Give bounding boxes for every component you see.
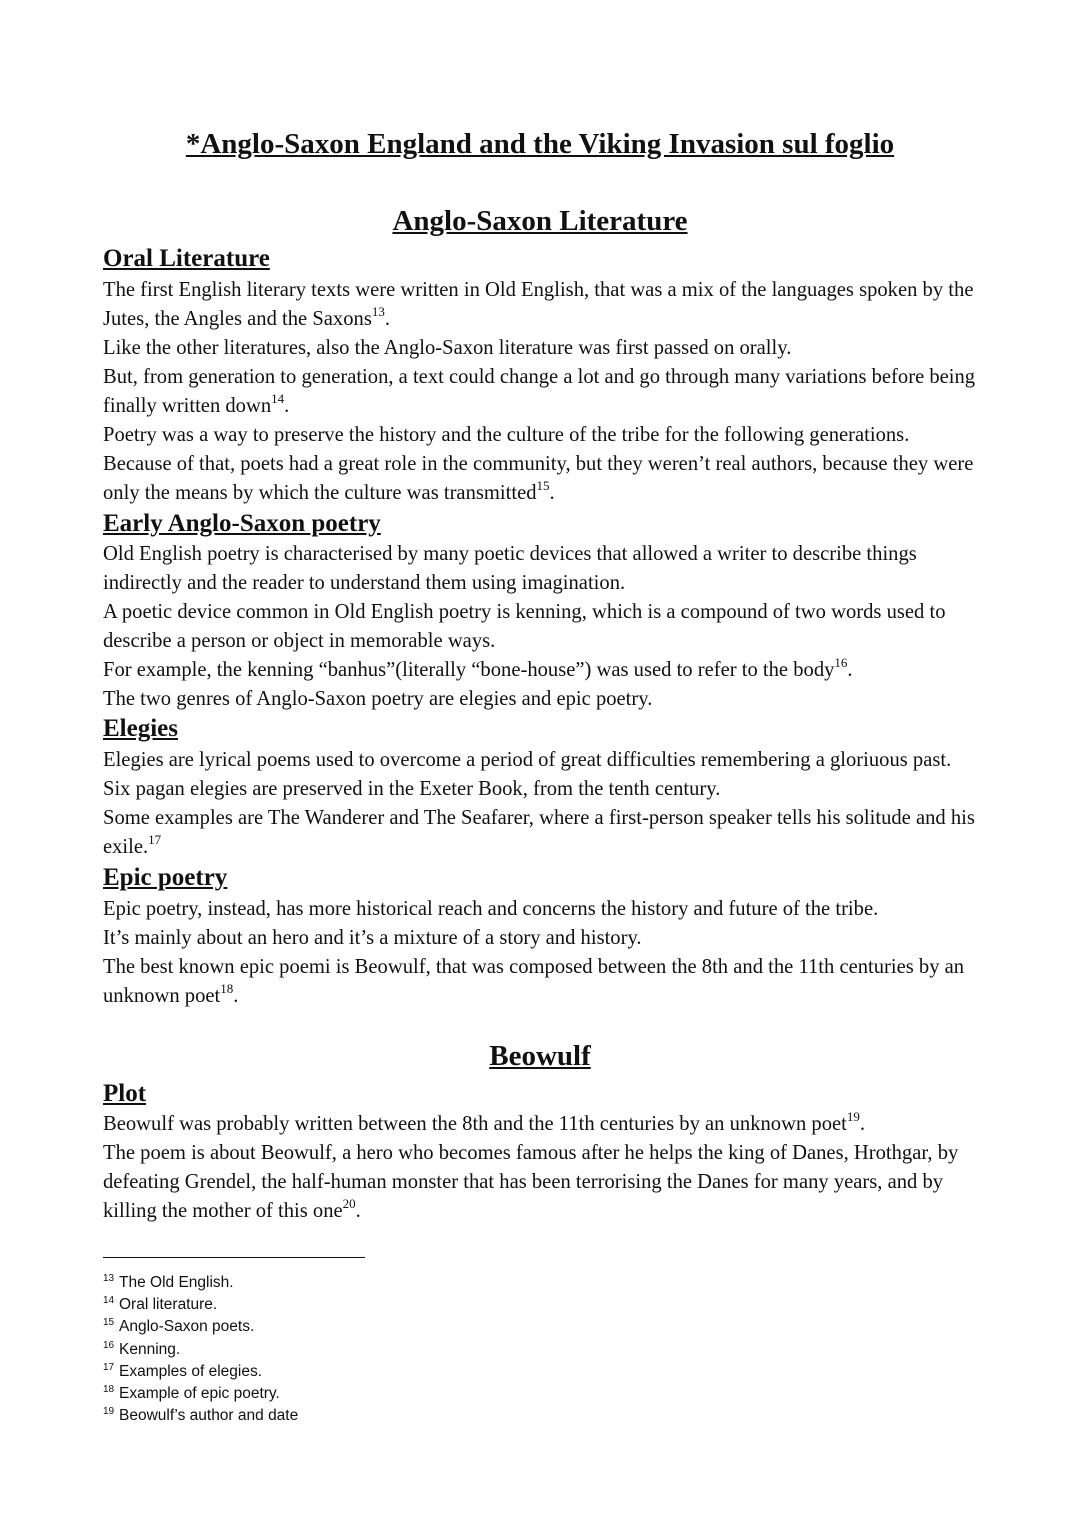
early-poetry-text: [103, 540, 983, 714]
footnote-divider: [103, 1257, 365, 1258]
footnote-number: 13: [103, 1273, 115, 1284]
footnote: [103, 1335, 298, 1357]
paragraph: Some examples are The Wanderer and The Seafarer, where a first-person speaker tells his solitude and his exile.$^{17}$: [103, 807, 975, 858]
paragraph: A poetic device common in Old English poetry is kenning, which is a compound of two words used to describe a person or object in memorable ways.: [103, 601, 946, 652]
paragraph: Elegies are lyrical poems used to overcome a period of great difficulties remembering a gloriuous past. Six pagan elegies are preserved in the Exeter Book, from the tenth century.: [103, 749, 952, 800]
footnote-ref: 14: [271, 391, 285, 406]
paragraph: But, from generation to generation, a text could change a lot and go through many variations before being finally written down$^{14}$.: [103, 366, 976, 417]
paragraph: Like the other literatures, also the Anglo-Saxon literature was first passed on orally.: [103, 337, 792, 359]
footnote-ref: 16: [834, 655, 848, 670]
section-title-beowulf: Beowulf: [489, 1040, 591, 1072]
footnote-text: Oral literature.: [119, 1296, 218, 1314]
heading-oral-literature: Oral Literature: [103, 245, 270, 272]
footnote-ref: 18: [220, 981, 234, 996]
footnote-number: 17: [103, 1361, 115, 1373]
paragraph: The first English literary texts were written in Old English, that was a mix of the languages spoken by the Jutes, the Angles and the Saxons$^{13}$.: [103, 279, 974, 330]
document-title: *Anglo-Saxon England and the Viking Invasion sul foglio: [185, 128, 895, 160]
heading-epic-poetry: Epic poetry: [103, 864, 228, 891]
heading-early-poetry: Early Anglo-Saxon poetry: [103, 510, 381, 537]
paragraph: It’s mainly about an hero and it’s a mixture of a story and history.: [103, 927, 642, 949]
footnote-text: Examples of elegies.: [119, 1362, 263, 1380]
heading-elegies: Elegies: [103, 715, 178, 742]
footnote-number: 18: [103, 1383, 115, 1395]
paragraph: The poem is about Beowulf, a hero who becomes famous after he helps the king of Danes, Hrothgar, by defeating Grendel, the half-human monster that has been terrorising the Danes for many years, and by killing the mother of this one$^{20}$.: [103, 1142, 959, 1222]
footnote-number: 16: [103, 1339, 115, 1351]
footnote: [103, 1357, 298, 1379]
footnote-text: Example of epic poetry.: [119, 1384, 280, 1402]
heading-plot: Plot: [103, 1080, 147, 1107]
plot-text: [103, 1110, 983, 1226]
paragraph: Poetry was a way to preserve the history and the culture of the tribe for the following generations. Because of that, poets had a great role in the community, but they weren’t real authors, because they were only the means by which the culture was transmitted$^{15}$.: [103, 424, 974, 504]
footnote-number: 14: [103, 1295, 115, 1307]
paragraph: The two genres of Anglo-Saxon poetry are elegies and epic poetry.: [103, 688, 653, 710]
footnote-text: The Old English.: [119, 1274, 234, 1291]
footnote: [103, 1290, 298, 1312]
footnote: [103, 1401, 298, 1423]
oral-literature-text: [103, 276, 983, 508]
footnote: [103, 1379, 298, 1401]
paragraph: Old English poetry is characterised by many poetic devices that allowed a writer to describe things indirectly and the reader to understand them using imagination.: [103, 543, 917, 594]
footnote: [103, 1268, 298, 1290]
footnote-number: 15: [103, 1317, 115, 1329]
footnote: [103, 1312, 298, 1334]
paragraph: The best known epic poemi is Beowulf, that was composed between the 8th and the 11th centuries by an unknown poet$^{18}$.: [103, 956, 965, 1007]
footnote-number: 19: [103, 1406, 115, 1418]
epic-poetry-text: [103, 895, 983, 1011]
footnote-ref: 13: [371, 304, 385, 319]
footnote-ref: 20: [342, 1196, 356, 1211]
footnote-text: Kenning.: [119, 1340, 181, 1358]
footnote-ref: 15: [536, 478, 550, 493]
elegies-text: [103, 746, 983, 862]
paragraph: Epic poetry, instead, has more historical reach and concerns the history and future of the tribe.: [103, 898, 879, 920]
section-title-literature: Anglo-Saxon Literature: [392, 205, 688, 237]
footnote-ref: 17: [148, 832, 162, 847]
footnotes: [103, 1268, 298, 1423]
footnote-text: Anglo-Saxon poets.: [119, 1318, 255, 1336]
footnote-ref: 19: [846, 1109, 860, 1124]
paragraph: For example, the kenning “banhus”(literally “bone-house”) was used to refer to the body$^{16}$.: [103, 655, 853, 681]
footnote-text: Beowulf’s author and date: [119, 1407, 299, 1425]
paragraph: Beowulf was probably written between the 8th and the 11th centuries by an unknown poet$^{19}$.: [103, 1109, 866, 1135]
